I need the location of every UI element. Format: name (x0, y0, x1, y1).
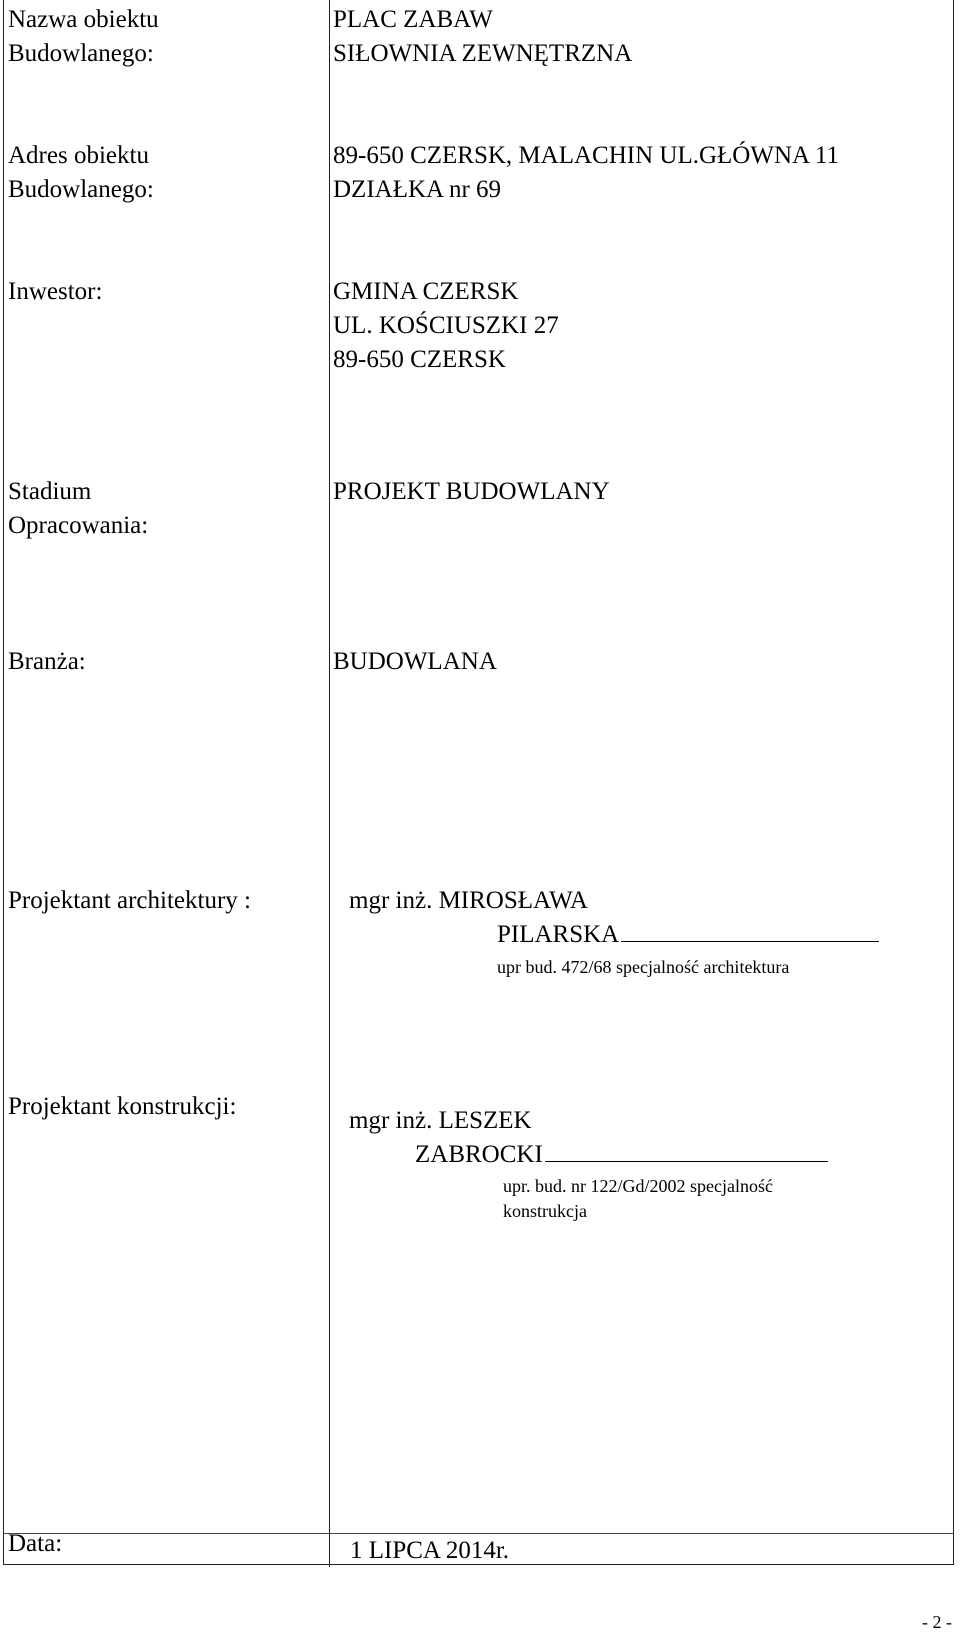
structural-name: mgr inż. LESZEK (349, 1107, 532, 1134)
date-value: 1 LIPCA 2014r. (350, 1537, 510, 1564)
date-label: Data: (8, 1530, 63, 1557)
investor-label: Inwestor: (8, 278, 103, 305)
investor-value: GMINA CZERSK UL. KOŚCIUSZKI 27 89-650 CZERSK (333, 278, 559, 373)
architect-name: mgr inż. MIROSŁAWA (349, 887, 588, 914)
structural-signature-line (545, 1160, 828, 1162)
architect-label: Projektant architektury : (8, 887, 251, 914)
object-name-label: Nazwa obiektu Budowlanego: (8, 6, 159, 67)
structural-surname: ZABROCKI (415, 1141, 543, 1168)
structural-surname-line (415, 1138, 828, 1172)
discipline-value: BUDOWLANA (333, 648, 497, 675)
architect-surname-line (497, 918, 879, 952)
structural-license-line-1: upr. bud. nr 122/Gd/2002 specjalność (503, 1176, 773, 1196)
stage-label: Stadium Opracowania: (8, 478, 149, 539)
structural-license-line-2: konstrukcja (503, 1201, 587, 1221)
column-divider (329, 0, 330, 1567)
architect-license: upr bud. 472/68 specjalność architektura (497, 957, 790, 977)
architect-signature-line (621, 940, 879, 942)
object-name-value: PLAC ZABAW SIŁOWNIA ZEWNĘTRZNA (333, 6, 633, 67)
object-address-label: Adres obiektu Budowlanego: (8, 142, 154, 203)
discipline-label: Branża: (8, 648, 86, 675)
object-address-value: 89-650 CZERSK, MALACHIN UL.GŁÓWNA 11 DZIAŁKA nr 69 (333, 142, 839, 203)
stage-value: PROJEKT BUDOWLANY (333, 478, 610, 505)
structural-label: Projektant konstrukcji: (8, 1093, 237, 1120)
page-number: - 2 - (922, 1612, 952, 1632)
architect-surname: PILARSKA (497, 921, 620, 948)
document-frame (3, 0, 954, 1565)
